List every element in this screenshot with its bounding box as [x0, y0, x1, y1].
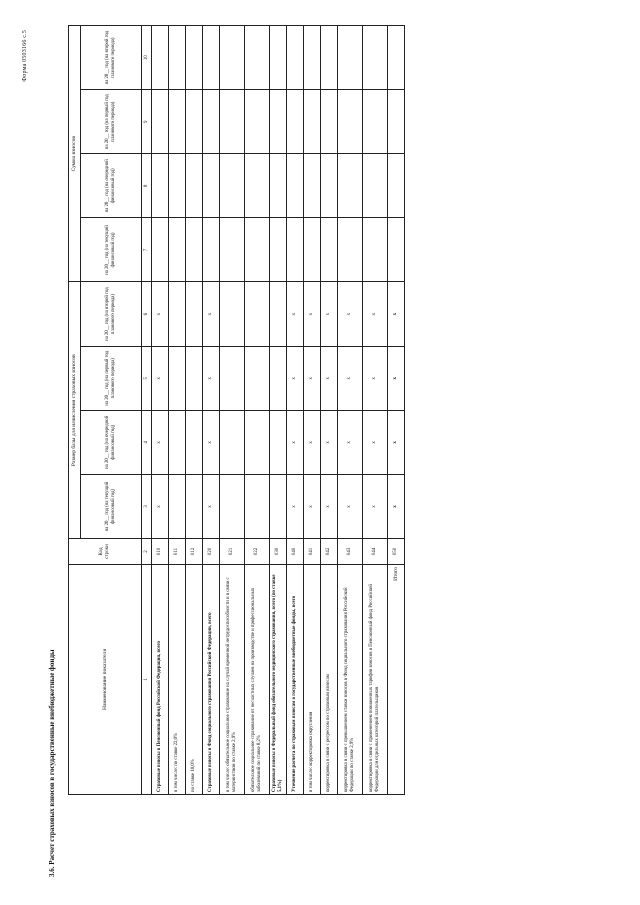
- row-cell: [270, 282, 287, 346]
- row-code: 030: [270, 539, 287, 565]
- row-cell: x: [321, 282, 338, 346]
- row-cell: [270, 346, 287, 410]
- row-cell: [186, 282, 203, 346]
- row-cell: [304, 90, 321, 154]
- row-cell: [270, 410, 287, 474]
- row-cell: x: [203, 282, 220, 346]
- section-title: 3.6. Расчет страховых взносов в государственные внебюджетные фонды: [48, 649, 56, 877]
- row-cell: [220, 474, 245, 538]
- row-code: 044: [363, 539, 388, 565]
- row-name: корректировка в связи с регрессом по страховым взносам: [321, 565, 338, 795]
- header-group-base: Размер базы для начисления страховых взносов: [69, 282, 81, 539]
- row-cell: [245, 218, 270, 282]
- row-cell: [186, 218, 203, 282]
- header-period-8: на 20__ год (на очередной финансовый год): [81, 154, 142, 218]
- total-cell: [388, 90, 405, 154]
- row-cell: [169, 90, 186, 154]
- table-row: [338, 26, 363, 795]
- row-cell: [338, 154, 363, 218]
- row-cell: [186, 154, 203, 218]
- row-cell: x: [304, 346, 321, 410]
- row-code: 041: [304, 539, 321, 565]
- contributions-table: [68, 25, 405, 795]
- table-row: [270, 26, 287, 795]
- header-group-sum: Сумма взносов: [69, 26, 81, 283]
- row-cell: [338, 218, 363, 282]
- header-period-9: на 20__ год (на первый год планового периода): [81, 90, 142, 154]
- row-name: Страховые взносы в Пенсионный фонд Российской Федерации, всего: [152, 565, 169, 795]
- row-cell: [338, 90, 363, 154]
- header-period-3: на 20__ год (на текущий финансовый год): [81, 474, 142, 538]
- row-code: 043: [338, 539, 363, 565]
- row-name: по ставке 10,0%: [186, 565, 203, 795]
- row-cell: [152, 26, 169, 90]
- total-cell: x: [388, 410, 405, 474]
- row-cell: [203, 218, 220, 282]
- row-cell: [169, 26, 186, 90]
- total-cell: x: [388, 346, 405, 410]
- row-cell: [220, 154, 245, 218]
- row-code: 042: [321, 539, 338, 565]
- row-cell: [169, 410, 186, 474]
- row-cell: [363, 26, 388, 90]
- row-cell: [245, 154, 270, 218]
- header-name: Наименование показателя: [69, 565, 142, 795]
- table-row: [321, 26, 338, 795]
- row-name: корректировка в связи с превышением ставки взносов в Фонд социального страхования Российской Федерации по ставке 2,9%: [338, 565, 363, 795]
- row-cell: [245, 282, 270, 346]
- row-cell: x: [152, 346, 169, 410]
- table-row: [186, 26, 203, 795]
- row-cell: x: [152, 410, 169, 474]
- row-cell: [203, 26, 220, 90]
- row-cell: [304, 218, 321, 282]
- column-number: 1: [142, 565, 152, 795]
- row-cell: [220, 218, 245, 282]
- row-cell: [321, 26, 338, 90]
- column-number: 6: [142, 282, 152, 346]
- row-code: 021: [220, 539, 245, 565]
- row-cell: [186, 26, 203, 90]
- row-cell: x: [321, 346, 338, 410]
- column-number-row: [142, 26, 152, 795]
- row-cell: [363, 218, 388, 282]
- row-cell: x: [363, 410, 388, 474]
- row-name: корректировка в связи с применением пониженных тарифов взносов в Пенсионный фонд Российской Федерации для отдельных категорий плательщиков: [363, 565, 388, 795]
- row-cell: [169, 218, 186, 282]
- row-cell: x: [287, 346, 304, 410]
- total-code: 050: [388, 539, 405, 565]
- row-cell: x: [321, 474, 338, 538]
- row-cell: [220, 410, 245, 474]
- row-cell: [220, 90, 245, 154]
- row-cell: [245, 346, 270, 410]
- row-cell: [203, 154, 220, 218]
- row-cell: [321, 218, 338, 282]
- total-cell: [388, 154, 405, 218]
- row-cell: [169, 474, 186, 538]
- row-cell: [220, 282, 245, 346]
- row-code: 022: [245, 539, 270, 565]
- total-label: Итого: [388, 565, 405, 795]
- column-number: 9: [142, 90, 152, 154]
- row-code: 012: [186, 539, 203, 565]
- row-cell: x: [203, 410, 220, 474]
- row-cell: x: [287, 474, 304, 538]
- total-cell: [388, 26, 405, 90]
- column-number: 5: [142, 346, 152, 410]
- row-cell: [321, 90, 338, 154]
- row-cell: x: [287, 282, 304, 346]
- row-cell: [186, 474, 203, 538]
- row-cell: x: [304, 410, 321, 474]
- row-cell: [203, 90, 220, 154]
- row-cell: x: [152, 282, 169, 346]
- row-cell: [304, 154, 321, 218]
- row-cell: [270, 218, 287, 282]
- row-cell: [245, 410, 270, 474]
- row-cell: [169, 154, 186, 218]
- row-cell: [338, 26, 363, 90]
- row-cell: x: [363, 282, 388, 346]
- table-row: [220, 26, 245, 795]
- row-name: Страховые взносы в Федеральный фонд обязательного медицинского страхования, всего (по ставке 5,1%): [270, 565, 287, 795]
- row-code: 010: [152, 539, 169, 565]
- row-cell: [270, 154, 287, 218]
- header-period-10: на 20__ год (на второй год планового периода): [81, 26, 142, 90]
- row-cell: x: [203, 346, 220, 410]
- row-cell: [270, 90, 287, 154]
- row-cell: x: [321, 410, 338, 474]
- row-cell: x: [203, 474, 220, 538]
- row-cell: x: [363, 474, 388, 538]
- row-cell: [245, 26, 270, 90]
- row-cell: [304, 26, 321, 90]
- row-cell: x: [152, 474, 169, 538]
- row-cell: [186, 90, 203, 154]
- table-row: [245, 26, 270, 795]
- header-period-5: на 20__ год (на первый год планового периода): [81, 346, 142, 410]
- row-cell: [169, 282, 186, 346]
- row-name: в том числе: корректировка округления: [304, 565, 321, 795]
- row-cell: x: [338, 410, 363, 474]
- row-cell: x: [287, 410, 304, 474]
- row-cell: x: [338, 282, 363, 346]
- row-cell: [152, 154, 169, 218]
- row-cell: [363, 90, 388, 154]
- table-row: [203, 26, 220, 795]
- total-row: [388, 26, 405, 795]
- header-code: Код строки: [69, 539, 142, 565]
- column-number: 8: [142, 154, 152, 218]
- column-number: 7: [142, 218, 152, 282]
- row-cell: [220, 26, 245, 90]
- column-number: 3: [142, 474, 152, 538]
- row-name: Уточнение расчета по страховым взносам в государственные внебюджетные фонды, всего: [287, 565, 304, 795]
- row-cell: [363, 154, 388, 218]
- row-code: 040: [287, 539, 304, 565]
- row-cell: x: [304, 282, 321, 346]
- row-cell: [169, 346, 186, 410]
- row-cell: [245, 90, 270, 154]
- row-cell: [287, 26, 304, 90]
- row-name: в том числе: по ставке 22,0%: [169, 565, 186, 795]
- column-number: 10: [142, 26, 152, 90]
- row-cell: [321, 154, 338, 218]
- row-cell: [220, 346, 245, 410]
- table-row: [304, 26, 321, 795]
- table-row: [363, 26, 388, 795]
- row-code: 011: [169, 539, 186, 565]
- header-period-7: на 20__ год (на текущий финансовый год): [81, 218, 142, 282]
- total-cell: x: [388, 282, 405, 346]
- row-cell: x: [363, 346, 388, 410]
- row-cell: [287, 218, 304, 282]
- row-code: 020: [203, 539, 220, 565]
- row-cell: [287, 154, 304, 218]
- row-cell: x: [338, 346, 363, 410]
- table-row: [287, 26, 304, 795]
- header-period-4: на 20__ год (на очередной финансовый год): [81, 410, 142, 474]
- row-cell: [152, 90, 169, 154]
- row-cell: [270, 474, 287, 538]
- row-cell: x: [304, 474, 321, 538]
- row-cell: [245, 474, 270, 538]
- table-row: [152, 26, 169, 795]
- row-cell: [152, 218, 169, 282]
- row-name: в том числе: обязательное социальное страхование на случай временной нетрудоспособности и в связи с материнством по ставке 2,9%: [220, 565, 245, 795]
- row-name: обязательное социальное страхование от несчастных случаев на производстве и профессиональных заболеваний по ставке 0,2%: [245, 565, 270, 795]
- row-cell: [186, 410, 203, 474]
- row-cell: [186, 346, 203, 410]
- column-number: 2: [142, 539, 152, 565]
- total-cell: x: [388, 474, 405, 538]
- row-cell: x: [338, 474, 363, 538]
- table-row: [169, 26, 186, 795]
- column-number: 4: [142, 410, 152, 474]
- total-cell: [388, 218, 405, 282]
- row-name: Страховые взносы в Фонд социального страхования Российской Федерации, всего: [203, 565, 220, 795]
- row-cell: [270, 26, 287, 90]
- row-cell: [287, 90, 304, 154]
- header-period-6: на 20__ год (на второй год планового периода): [81, 282, 142, 346]
- form-code: Форма 0503166 с.5: [22, 30, 28, 82]
